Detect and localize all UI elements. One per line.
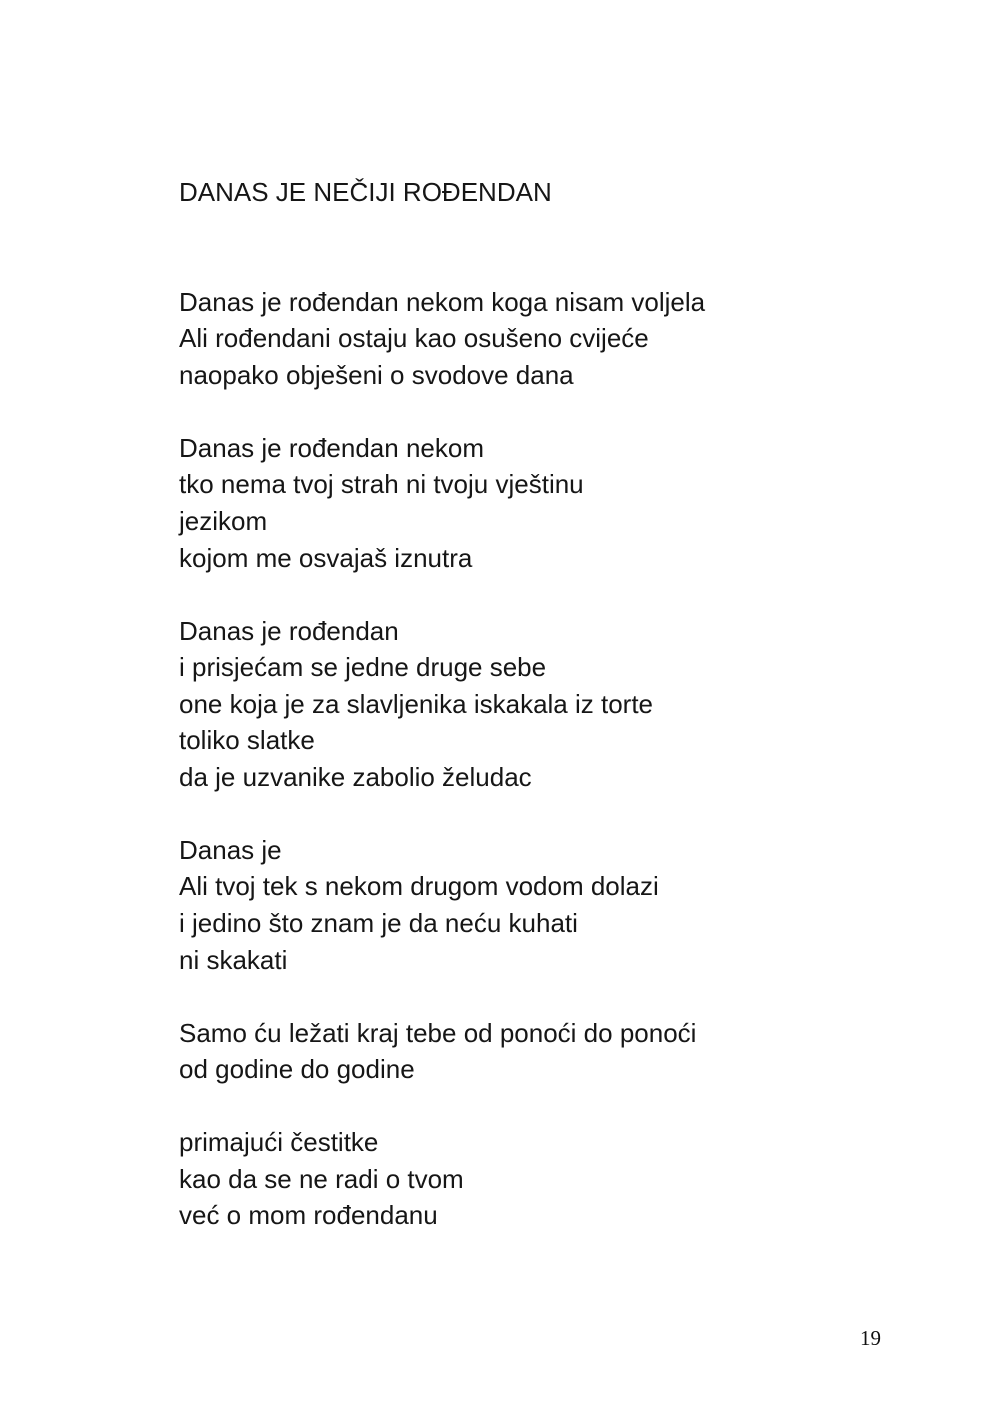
- poem-line: kojom me osvajaš iznutra: [179, 542, 473, 573]
- poem-line: Danas je rođendan nekom koga nisam voljela: [179, 286, 706, 317]
- poem-line: i prisjećam se jedne druge sebe: [179, 652, 547, 683]
- poem-line: one koja je za slavljenika iskakala iz torte: [179, 688, 654, 719]
- poem-line: toliko slatke: [179, 725, 315, 756]
- poem-line: Ali tvoj tek s nekom drugom vodom dolazi: [179, 871, 659, 902]
- poem-body: [179, 284, 899, 1234]
- poem: [179, 174, 899, 1270]
- poem-line: od godine do godine: [179, 1054, 415, 1085]
- poem-line: tko nema tvoj strah ni tvoju vještinu: [179, 469, 584, 500]
- poem-line: da je uzvanike zabolio želudac: [179, 761, 532, 792]
- poem-line: Samo ću ležati kraj tebe od ponoći do ponoći: [179, 1017, 697, 1048]
- page-number: 19: [860, 1326, 881, 1350]
- poem-line: Danas je rođendan: [179, 615, 399, 646]
- poem-line: kao da se ne radi o tvom: [179, 1163, 464, 1194]
- poem-line: naopako obješeni o svodove dana: [179, 359, 574, 390]
- poem-title: DANAS JE NEČIJI ROĐENDAN: [179, 177, 552, 207]
- poem-line: već o mom rođendanu: [179, 1200, 438, 1231]
- poem-line: jezikom: [179, 505, 268, 536]
- stanza: [179, 430, 899, 576]
- poem-line: Danas je: [179, 834, 282, 865]
- poem-line: Danas je rođendan nekom: [179, 432, 484, 463]
- poem-line: Ali rođendani ostaju kao osušeno cvijeće: [179, 323, 649, 354]
- poem-line: primajući čestitke: [179, 1127, 379, 1158]
- stanza: [179, 284, 899, 394]
- stanza: [179, 1124, 899, 1234]
- stanza: [179, 613, 899, 796]
- stanza: [179, 832, 899, 978]
- poem-line: i jedino što znam je da neću kuhati: [179, 908, 578, 939]
- poem-line: ni skakati: [179, 944, 288, 975]
- stanza: [179, 1015, 899, 1088]
